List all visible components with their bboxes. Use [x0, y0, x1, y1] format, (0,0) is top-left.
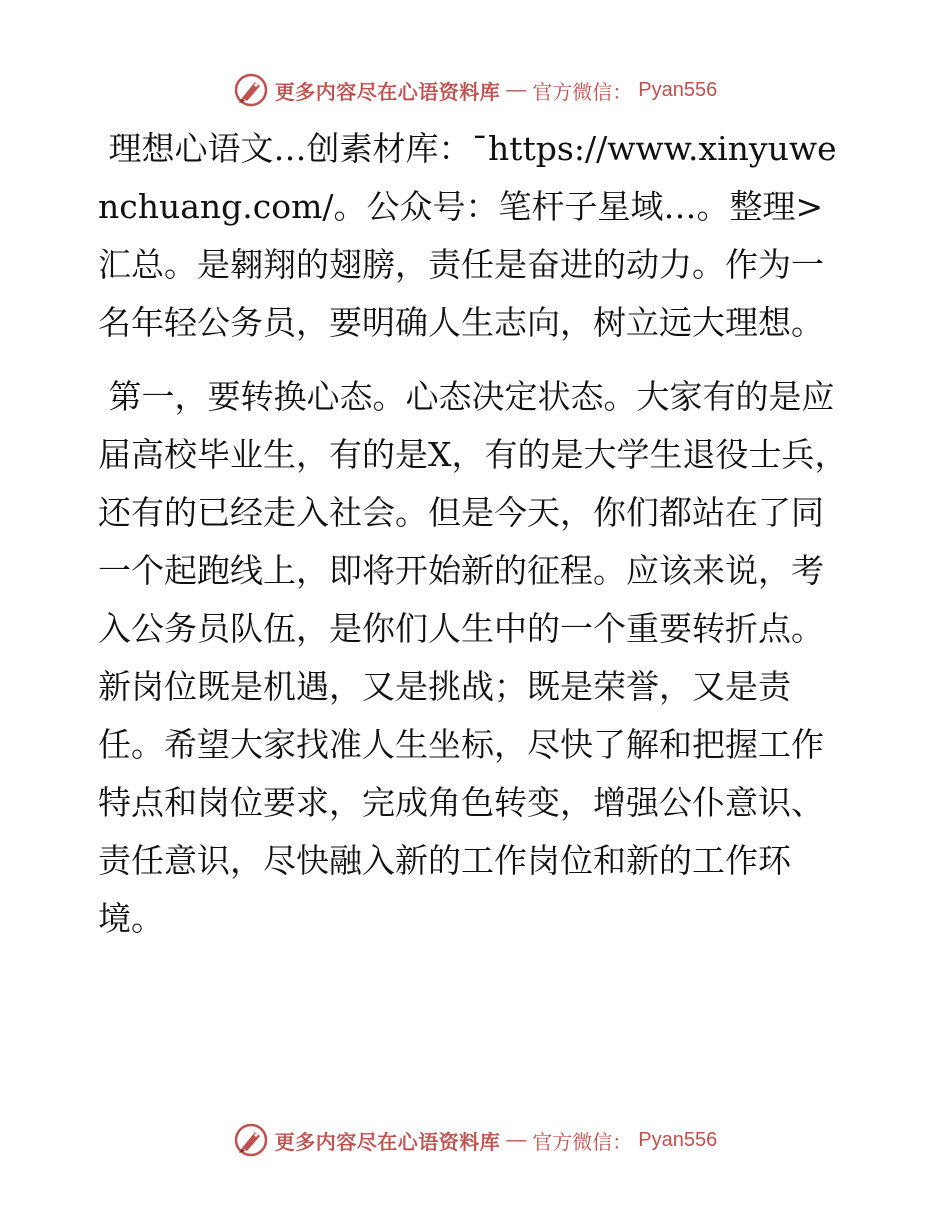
header-wechat-label: 官方微信：: [532, 79, 633, 104]
header-separator: —: [506, 78, 527, 101]
footer-separator: —: [506, 1128, 527, 1151]
paragraph-2: 第一，要转换心态。心态决定状态。大家有的是应届高校毕业生，有的是X，有的是大学生退役士兵，还有的已经走入社会。但是今天，你们都站在了同一个起跑线上，即将开始新的征程。应该来说，考入公务员队伍，是你们人生中的一个重要转折点。新岗位既是机遇，又是挑战；既是荣誉，又是责任。希望大家找准人生坐标，尽快了解和把握工作特点和岗位要求，完成角色转变，增强公仆意识、责任意识，尽快融入新的工作岗位和新的工作环境。: [98, 377, 848, 938]
header-banner: [0, 70, 950, 110]
header-wechat-id: Pyan556: [638, 78, 718, 101]
paragraph-1: 理想心语文…创素材库：¯https://www.xinyuwenchuang.com/。公众号：笔杆子星域…。整理>汇总。是翱翔的翅膀，责任是奋进的动力。作为一名年轻公务员，要明确人生志向，树立远大理想。: [98, 129, 837, 342]
document-body: [98, 120, 850, 948]
pen-nib-logo-icon: [233, 72, 269, 108]
footer-wechat-id: Pyan556: [638, 1128, 718, 1151]
pen-nib-logo-icon: [233, 1122, 269, 1158]
header-banner-text: 更多内容尽在心语资料库: [274, 79, 501, 104]
footer-wechat-label: 官方微信：: [532, 1129, 633, 1154]
footer-banner: [0, 1120, 950, 1160]
footer-banner-text: 更多内容尽在心语资料库: [274, 1129, 501, 1154]
